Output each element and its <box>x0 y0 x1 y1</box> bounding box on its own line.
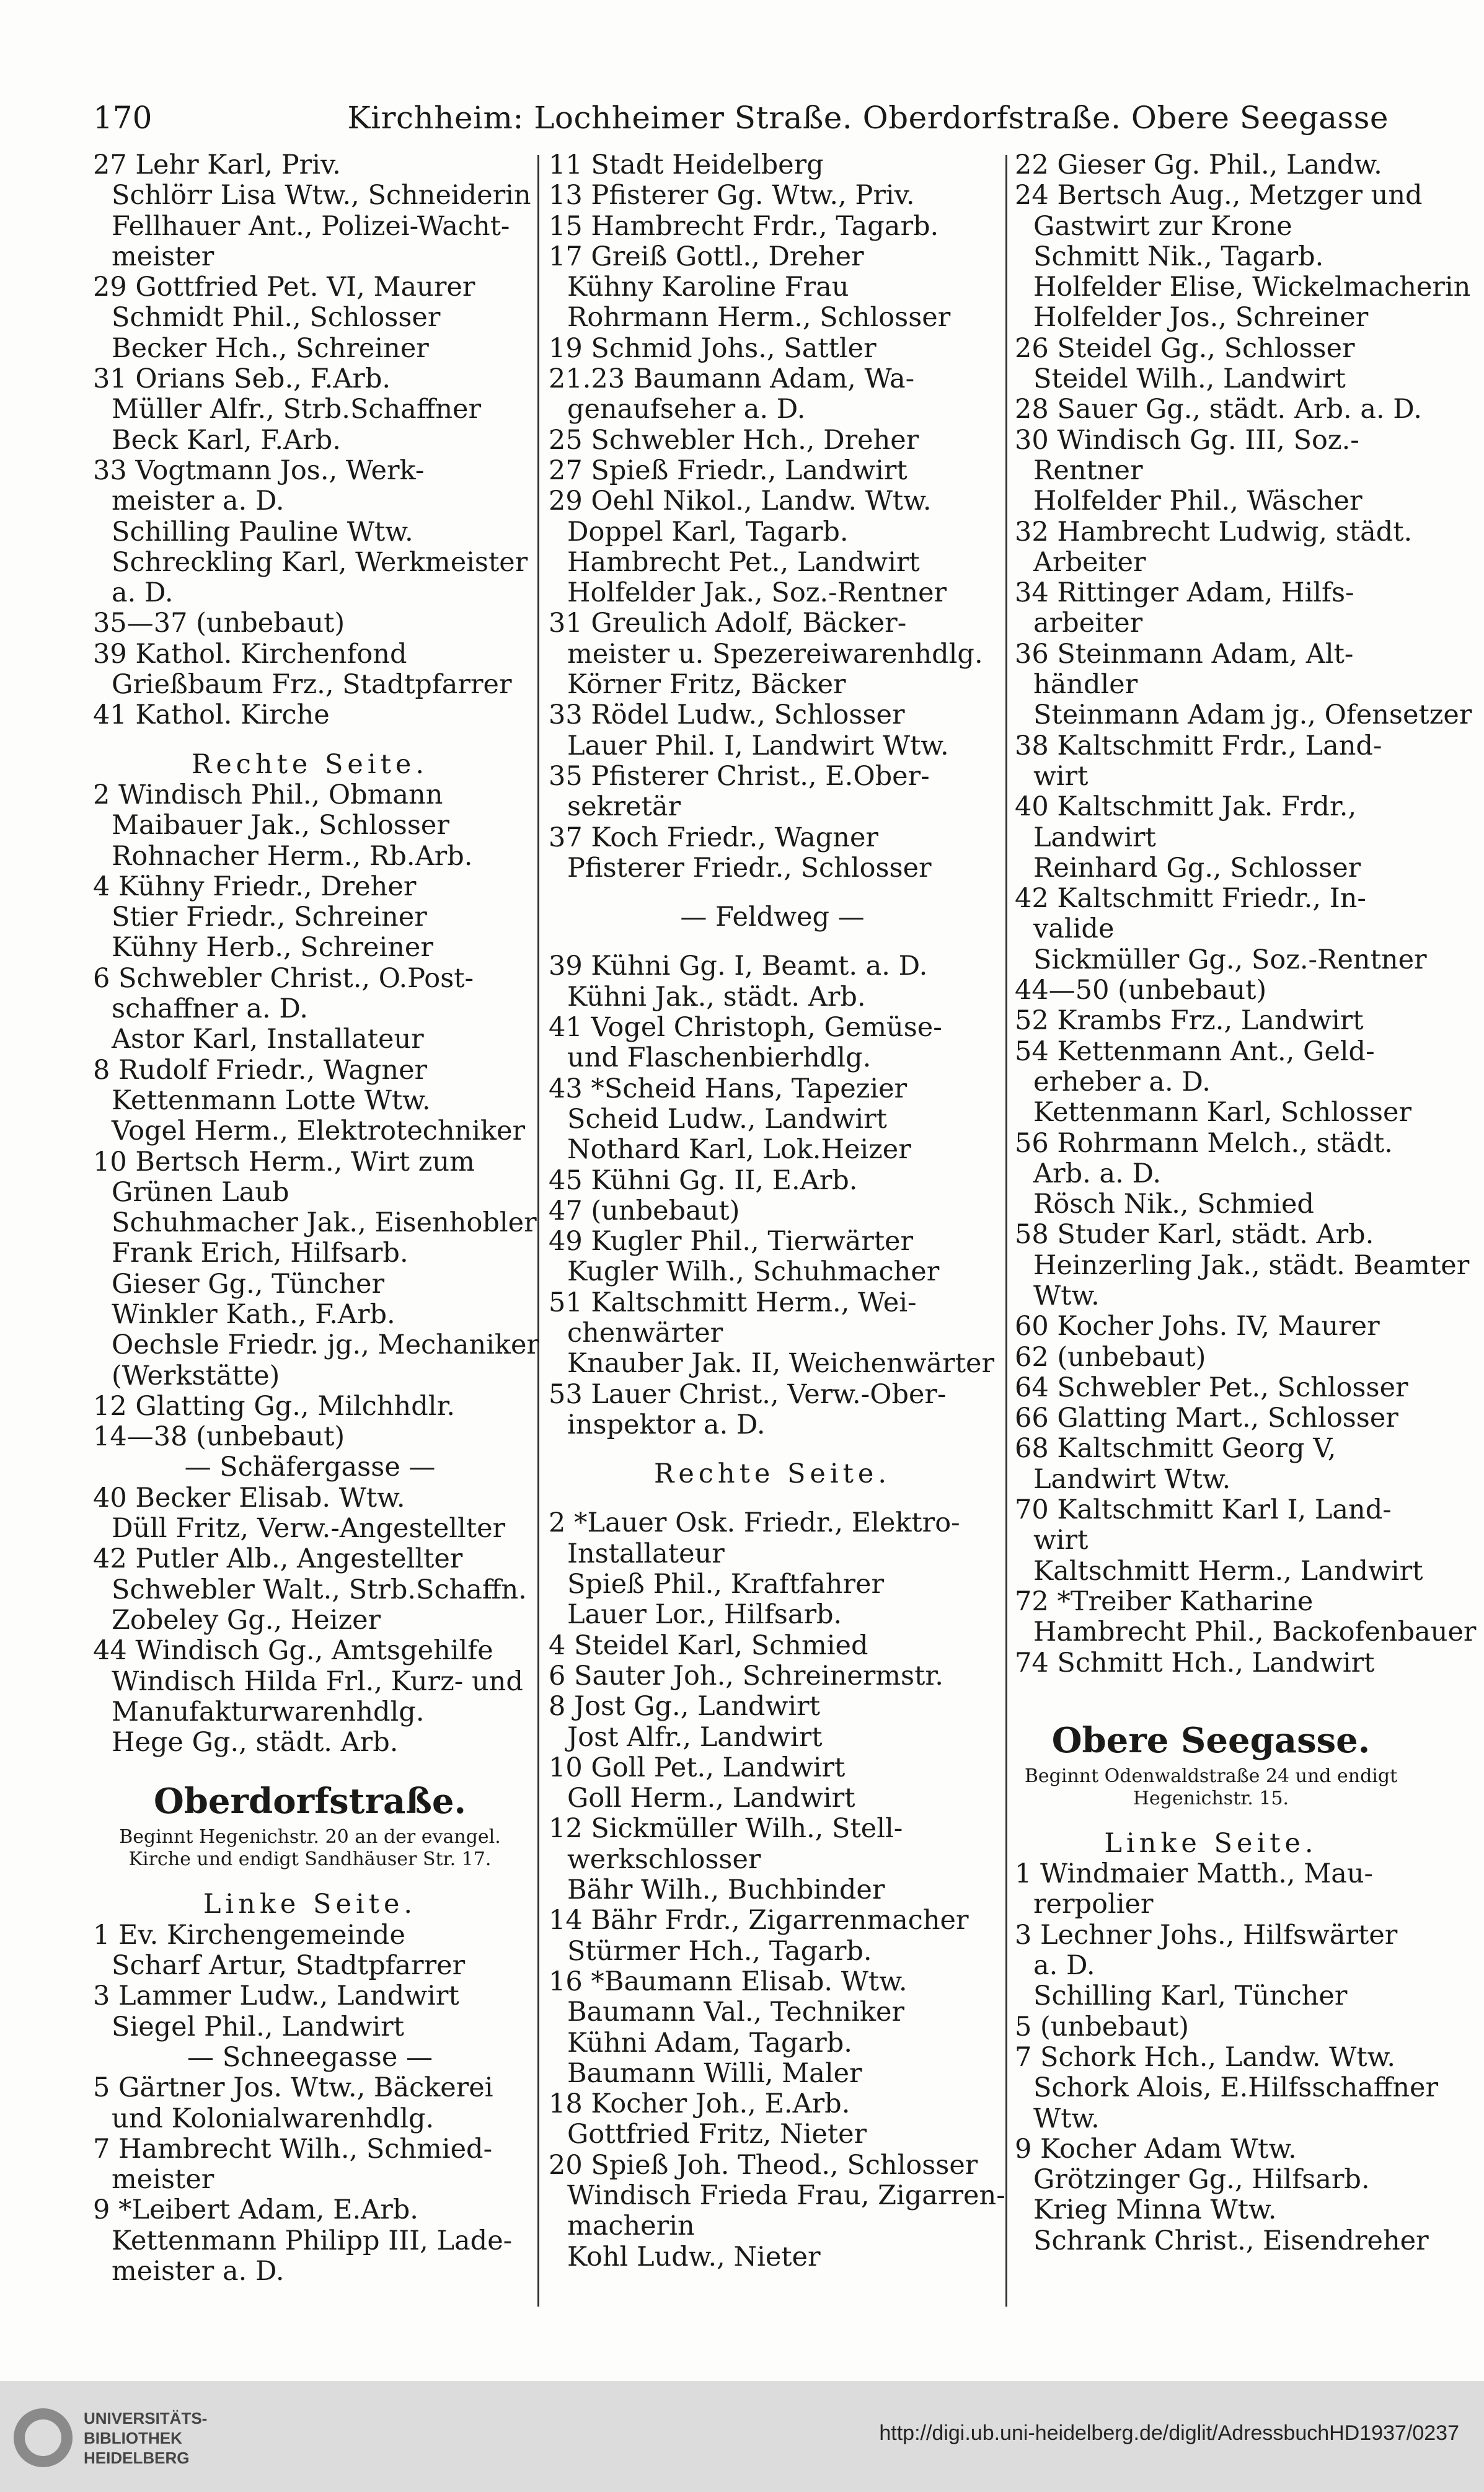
entry-line: Installateur <box>567 1538 725 1569</box>
entry-line: 51 Kaltschmitt Herm., Wei- <box>549 1287 917 1318</box>
entry-line: Frank Erich, Hilfsarb. <box>112 1238 409 1269</box>
entry-line: 4 Steidel Karl, Schmied <box>549 1630 868 1661</box>
entry-line: 36 Steinmann Adam, Alt- <box>1015 638 1354 670</box>
entry-line: 7 Hambrecht Wilh., Schmied- <box>93 2133 493 2165</box>
entry-line: Maibauer Jak., Schlosser <box>112 810 449 841</box>
spacer <box>549 1489 996 1508</box>
page-header <box>93 93 1389 143</box>
street-description: Beginnt Odenwaldstraße 24 und endigt <box>1024 1765 1398 1787</box>
entry-line: 5 (unbebaut) <box>1015 2011 1190 2042</box>
entry-line: meister a. D. <box>112 2256 285 2287</box>
entry-line: rerpolier <box>1033 1889 1154 1920</box>
entry-line: genaufseher a. D. <box>567 394 806 425</box>
entry-line: erheber a. D. <box>1033 1066 1211 1097</box>
entry-line: Düll Fritz, Verw.-Angestellter <box>112 1513 506 1545</box>
entry-line: 56 Rohrmann Melch., städt. <box>1015 1127 1393 1159</box>
spacer <box>93 731 527 750</box>
cross-street-marker: — Schneegasse — <box>187 2041 433 2073</box>
entry-line: 1 Ev. Kirchengemeinde <box>93 1919 405 1951</box>
entry-line: 19 Schmid Johs., Sattler <box>549 332 877 364</box>
spacer <box>549 1440 996 1459</box>
entry-line: und Flaschenbierhdlg. <box>567 1042 872 1074</box>
entry-line: Grießbaum Frz., Stadtpfarrer <box>112 669 512 701</box>
entry-line: meister <box>112 2164 214 2196</box>
entry-line: Astor Karl, Installateur <box>112 1024 424 1055</box>
entry-line: Siegel Phil., Landwirt <box>112 2011 404 2042</box>
entry-line: 53 Lauer Christ., Verw.-Ober- <box>549 1378 947 1410</box>
entry-line: Rentner <box>1033 455 1143 486</box>
entry-line: Hege Gg., städt. Arb. <box>112 1727 399 1758</box>
entry-line: Steinmann Adam jg., Ofensetzer <box>1033 699 1472 731</box>
side-heading: Linke Seite. <box>203 1889 417 1920</box>
entry-line: Manufakturwarenhdlg. <box>112 1696 425 1727</box>
entry-line: Reinhard Gg., Schlosser <box>1033 852 1361 884</box>
entry-line: Gieser Gg., Tüncher <box>112 1268 385 1300</box>
spacer <box>1015 1810 1407 1829</box>
entry-line: Wtw. <box>1033 1280 1100 1311</box>
entry-line: Wtw. <box>1033 2103 1100 2134</box>
entry-line: Kohl Ludw., Nieter <box>567 2241 821 2273</box>
entry-line: 2 *Lauer Osk. Friedr., Elektro- <box>549 1507 960 1539</box>
entry-line: Sickmüller Gg., Soz.-Rentner <box>1033 944 1427 975</box>
entry-line: 18 Kocher Joh., E.Arb. <box>549 2088 850 2120</box>
entry-line: Kettenmann Karl, Schlosser <box>1033 1097 1411 1128</box>
entry-line: Kühni Jak., städt. Arb. <box>567 981 866 1013</box>
entry-line: Kettenmann Lotte Wtw. <box>112 1084 431 1116</box>
street-description: Kirche und endigt Sandhäuser Str. 17. <box>128 1848 492 1871</box>
entry-line: Rohnacher Herm., Rb.Arb. <box>112 840 473 872</box>
entry-line: 34 Rittinger Adam, Hilfs- <box>1015 577 1354 609</box>
library-logo <box>84 2408 245 2468</box>
entry-line: meister a. D. <box>112 486 285 517</box>
street-heading: Obere Seegasse. <box>1051 1719 1371 1761</box>
entry-line: Kettenmann Philipp III, Lade- <box>112 2225 513 2256</box>
entry-line: Beck Karl, F.Arb. <box>112 424 341 456</box>
entry-line: 27 Lehr Karl, Priv. <box>93 149 341 180</box>
entry-line: 44—50 (unbebaut) <box>1015 975 1267 1006</box>
entry-line: chenwärter <box>567 1317 723 1349</box>
entry-line: 8 Rudolf Friedr., Wagner <box>93 1054 428 1086</box>
street-heading: Oberdorfstraße. <box>153 1781 467 1822</box>
entry-line: inspektor a. D. <box>567 1409 766 1440</box>
entry-line: 43 *Scheid Hans, Tapezier <box>549 1073 908 1104</box>
entry-line: Kugler Wilh., Schuhmacher <box>567 1256 940 1288</box>
entry-line: a. D. <box>112 577 174 609</box>
entry-line: Rösch Nik., Schmied <box>1033 1189 1314 1220</box>
entry-line: 32 Hambrecht Ludwig, städt. <box>1015 516 1413 548</box>
entry-line: Körner Fritz, Bäcker <box>567 669 846 701</box>
entry-line: 29 Oehl Nikol., Landw. Wtw. <box>549 486 932 517</box>
entry-line: 33 Vogtmann Jos., Werk- <box>93 455 425 486</box>
spacer <box>549 884 996 902</box>
entry-line: Kühni Adam, Tagarb. <box>567 2027 852 2059</box>
entry-line: 64 Schwebler Pet., Schlosser <box>1015 1372 1408 1403</box>
entry-line: 3 Lechner Johs., Hilfswärter <box>1015 1919 1398 1951</box>
entry-line: 41 Vogel Christoph, Gemüse- <box>549 1012 942 1044</box>
entry-line: Schlörr Lisa Wtw., Schneiderin <box>112 180 531 211</box>
spacer <box>93 1758 527 1776</box>
entry-line: 1 Windmaier Matth., Mau- <box>1015 1858 1374 1890</box>
entry-line: Hambrecht Phil., Backofenbauer <box>1033 1616 1477 1648</box>
entry-line: 40 Kaltschmitt Jak. Frdr., <box>1015 791 1357 823</box>
entry-line: 27 Spieß Friedr., Landwirt <box>549 455 908 486</box>
entry-line: Grünen Laub <box>112 1176 289 1208</box>
entry-line: Vogel Herm., Elektrotechniker <box>112 1115 526 1147</box>
entry-line: 22 Gieser Gg. Phil., Landw. <box>1015 149 1382 180</box>
entry-line: 54 Kettenmann Ant., Geld- <box>1015 1035 1375 1067</box>
entry-line: Pfisterer Friedr., Schlosser <box>567 852 932 884</box>
entry-line: 17 Greiß Gottl., Dreher <box>549 241 864 272</box>
entry-line: 28 Sauer Gg., städt. Arb. a. D. <box>1015 394 1422 425</box>
column-1 <box>93 149 539 2339</box>
entry-line: Krieg Minna Wtw. <box>1033 2194 1277 2226</box>
entry-line: 31 Greulich Adolf, Bäcker- <box>549 608 907 639</box>
entry-line: Zobeley Gg., Heizer <box>112 1604 381 1636</box>
entry-line: Baumann Willi, Maler <box>567 2057 862 2089</box>
entry-line: werkschlosser <box>567 1843 761 1875</box>
entry-line: 33 Rödel Ludw., Schlosser <box>549 699 905 731</box>
entry-line: 11 Stadt Heidelberg <box>549 149 824 180</box>
entry-line: macherin <box>567 2210 695 2242</box>
entry-line: Holfelder Phil., Wäscher <box>1033 486 1363 517</box>
entry-line: 35 Pfisterer Christ., E.Ober- <box>549 760 930 792</box>
entry-line: 68 Kaltschmitt Georg V, <box>1015 1433 1336 1465</box>
entry-line: Gottfried Fritz, Nieter <box>567 2119 867 2150</box>
entry-line: Schilling Pauline Wtw. <box>112 516 413 548</box>
spacer <box>1015 1697 1407 1716</box>
entry-line: Landwirt Wtw. <box>1033 1463 1231 1495</box>
entry-line: Spieß Phil., Kraftfahrer <box>567 1569 885 1600</box>
source-url-link[interactable]: http://digi.ub.uni-heidelberg.de/diglit/AdressbuchHD1937/0237 <box>879 2421 1459 2445</box>
side-heading: Linke Seite. <box>1104 1827 1318 1859</box>
entry-line: händler <box>1033 669 1138 701</box>
running-title: Kirchheim: Lochheimer Straße. Oberdorfstraße. Obere Seegasse <box>347 100 1389 136</box>
column-divider <box>1005 155 1007 2307</box>
entry-line: 10 Goll Pet., Landwirt <box>549 1752 846 1783</box>
entry-line: 13 Pfisterer Gg. Wtw., Priv. <box>549 180 915 211</box>
spacer <box>549 933 996 951</box>
entry-line: 31 Orians Seb., F.Arb. <box>93 363 391 395</box>
entry-line: sekretär <box>567 791 681 823</box>
entry-line: Kühny Herb., Schreiner <box>112 932 433 964</box>
entry-line: 16 *Baumann Elisab. Wtw. <box>549 1966 908 1997</box>
side-heading: Rechte Seite. <box>653 1458 891 1490</box>
entry-line: 39 Kühni Gg. I, Beamt. a. D. <box>549 951 928 982</box>
entry-line: Jost Alfr., Landwirt <box>567 1721 823 1753</box>
library-name-line: UNIVERSITÄTS- <box>84 2409 208 2428</box>
entry-line: Windisch Frieda Frau, Zigarren- <box>567 2180 1005 2211</box>
entry-line: Schwebler Walt., Strb.Schaffn. <box>112 1574 527 1605</box>
entry-line: Schrank Christ., Eisendreher <box>1033 2225 1429 2256</box>
entry-line: 47 (unbebaut) <box>549 1195 740 1226</box>
entry-line: Becker Hch., Schreiner <box>112 332 429 364</box>
page-number: 170 <box>93 100 152 136</box>
entry-line: Kühny Karoline Frau <box>567 272 849 303</box>
entry-line: 9 Kocher Adam Wtw. <box>1015 2133 1297 2165</box>
entry-line: 49 Kugler Phil., Tierwärter <box>549 1226 914 1257</box>
entry-line: Schuhmacher Jak., Eisenhobler <box>112 1207 537 1239</box>
cross-street-marker: — Schäfergasse — <box>184 1452 436 1483</box>
entry-line: wirt <box>1033 1525 1089 1556</box>
entry-line: 66 Glatting Mart., Schlosser <box>1015 1403 1398 1434</box>
entry-line: 3 Lammer Ludw., Landwirt <box>93 1980 459 2012</box>
entry-line: 42 Kaltschmitt Friedr., In- <box>1015 883 1366 915</box>
entry-line: Landwirt <box>1033 822 1156 853</box>
entry-line: 40 Becker Elisab. Wtw. <box>93 1482 405 1514</box>
entry-line: Windisch Hilda Frl., Kurz- und <box>112 1665 523 1697</box>
entry-line: Holfelder Jak., Soz.-Rentner <box>567 577 947 609</box>
entry-line: Schork Alois, E.Hilfsschaffner <box>1033 2072 1439 2104</box>
entry-line: a. D. <box>1033 1950 1095 1982</box>
entry-line: 15 Hambrecht Frdr., Tagarb. <box>549 210 939 242</box>
entry-line: Heinzerling Jak., städt. Beamter <box>1033 1249 1470 1281</box>
street-description: Hegenichstr. 15. <box>1133 1787 1289 1809</box>
entry-line: 5 Gärtner Jos. Wtw., Bäckerei <box>93 2072 493 2104</box>
entry-line: 74 Schmitt Hch., Landwirt <box>1015 1647 1375 1678</box>
entry-line: 7 Schork Hch., Landw. Wtw. <box>1015 2041 1396 2073</box>
entry-line: Goll Herm., Landwirt <box>567 1783 855 1814</box>
entry-line: Steidel Wilh., Landwirt <box>1033 363 1346 395</box>
entry-line: 41 Kathol. Kirche <box>93 699 330 731</box>
entry-line: Müller Alfr., Strb.Schaffner <box>112 394 482 425</box>
entry-line: 12 Sickmüller Wilh., Stell- <box>549 1813 903 1845</box>
entry-line: 42 Putler Alb., Angestellter <box>93 1543 463 1575</box>
street-description: Beginnt Hegenichstr. 20 an der evangel. <box>119 1826 501 1848</box>
entry-line: 37 Koch Friedr., Wagner <box>549 822 878 853</box>
entry-line: Holfelder Elise, Wickelmacherin <box>1033 272 1471 303</box>
entry-line: 52 Krambs Frz., Landwirt <box>1015 1005 1364 1037</box>
entry-line: Lauer Phil. I, Landwirt Wtw. <box>567 730 949 761</box>
entry-line: 4 Kühny Friedr., Dreher <box>93 871 417 902</box>
entry-line: Scharf Artur, Stadtpfarrer <box>112 1950 466 1982</box>
entry-line: 25 Schwebler Hch., Dreher <box>549 424 919 456</box>
entry-line: 62 (unbebaut) <box>1015 1341 1206 1373</box>
entry-line: 26 Steidel Gg., Schlosser <box>1015 332 1355 364</box>
library-name-line: BIBLIOTHEK <box>84 2429 182 2447</box>
entry-line: 2 Windisch Phil., Obmann <box>93 779 443 810</box>
entry-line: Rohrmann Herm., Schlosser <box>567 302 951 334</box>
entry-line: Doppel Karl, Tagarb. <box>567 516 849 548</box>
entry-line: arbeiter <box>1033 608 1143 639</box>
entry-line: Bähr Wilh., Buchbinder <box>567 1874 885 1906</box>
entry-line: 24 Bertsch Aug., Metzger und <box>1015 180 1423 211</box>
entry-line: Hambrecht Pet., Landwirt <box>567 546 920 578</box>
entry-line: Schreckling Karl, Werkmeister <box>112 546 528 578</box>
entry-line: Holfelder Jos., Schreiner <box>1033 302 1369 334</box>
entry-line: meister u. Spezereiwarenhdlg. <box>567 638 983 670</box>
entry-line: wirt <box>1033 760 1089 792</box>
entry-line: Kaltschmitt Herm., Landwirt <box>1033 1555 1423 1587</box>
entry-line: 60 Kocher Johs. IV, Maurer <box>1015 1311 1380 1342</box>
column-3 <box>1015 149 1477 2339</box>
entry-line: 9 *Leibert Adam, E.Arb. <box>93 2194 418 2226</box>
entry-line: 12 Glatting Gg., Milchhdlr. <box>93 1390 455 1422</box>
entry-line: 58 Studer Karl, städt. Arb. <box>1015 1219 1374 1251</box>
entry-line: Knauber Jak. II, Weichenwärter <box>567 1348 995 1380</box>
entry-line: 20 Spieß Joh. Theod., Schlosser <box>549 2149 978 2181</box>
entry-line: 8 Jost Gg., Landwirt <box>549 1691 820 1723</box>
entry-line: Stürmer Hch., Tagarb. <box>567 1935 872 1967</box>
column-2 <box>549 149 1005 2339</box>
entry-line: 30 Windisch Gg. III, Soz.- <box>1015 424 1359 456</box>
entry-line: 45 Kühni Gg. II, E.Arb. <box>549 1164 858 1196</box>
entry-line: 72 *Treiber Katharine <box>1015 1585 1314 1617</box>
footer-bar <box>0 2381 1484 2492</box>
entry-line: 21.23 Baumann Adam, Wa- <box>549 363 915 395</box>
entry-line: Arbeiter <box>1033 546 1146 578</box>
side-heading: Rechte Seite. <box>191 748 429 780</box>
entry-line: Fellhauer Ant., Polizei-Wacht- <box>112 210 510 242</box>
entry-line: 14 Bähr Frdr., Zigarrenmacher <box>549 1905 969 1936</box>
entry-line: Schmidt Phil., Schlosser <box>112 302 441 334</box>
entry-line: Schilling Karl, Tüncher <box>1033 1980 1348 2012</box>
entry-line: 10 Bertsch Herm., Wirt zum <box>93 1146 475 1177</box>
entry-line: Stier Friedr., Schreiner <box>112 902 427 933</box>
entry-line: 38 Kaltschmitt Frdr., Land- <box>1015 730 1382 761</box>
entry-line: schaffner a. D. <box>112 993 308 1025</box>
entry-line: 14—38 (unbebaut) <box>93 1421 345 1453</box>
entry-line: 6 Sauter Joh., Schreinermstr. <box>549 1660 943 1692</box>
entry-line: Grötzinger Gg., Hilfsarb. <box>1033 2164 1370 2196</box>
column-divider <box>537 155 539 2307</box>
entry-line: (Werkstätte) <box>112 1360 280 1391</box>
entry-line: Nothard Karl, Lok.Heizer <box>567 1134 911 1166</box>
entry-line: 39 Kathol. Kirchenfond <box>93 638 407 670</box>
spacer <box>1015 1678 1407 1697</box>
entry-line: 70 Kaltschmitt Karl I, Land- <box>1015 1494 1392 1526</box>
entry-line: Lauer Lor., Hilfsarb. <box>567 1599 842 1631</box>
entry-line: Baumann Val., Techniker <box>567 1997 904 2028</box>
spacer <box>93 1871 527 1889</box>
cross-street-marker: — Feldweg — <box>680 902 865 933</box>
entry-line: valide <box>1033 913 1115 945</box>
entry-line: Scheid Ludw., Landwirt <box>567 1103 887 1135</box>
entry-line: meister <box>112 241 214 272</box>
entry-line: Oechsle Friedr. jg., Mechaniker <box>112 1329 539 1361</box>
entry-line: Winkler Kath., F.Arb. <box>112 1298 395 1330</box>
entry-line: und Kolonialwarenhdlg. <box>112 2103 435 2134</box>
library-name-line: HEIDELBERG <box>84 2449 190 2467</box>
entry-line: 6 Schwebler Christ., O.Post- <box>93 962 474 994</box>
entry-line: Gastwirt zur Krone <box>1033 210 1292 242</box>
entry-line: Schmitt Nik., Tagarb. <box>1033 241 1324 272</box>
library-seal-icon <box>14 2408 73 2467</box>
entry-line: Arb. a. D. <box>1033 1158 1162 1189</box>
entry-line: 44 Windisch Gg., Amtsgehilfe <box>93 1635 493 1667</box>
entry-line: 29 Gottfried Pet. VI, Maurer <box>93 272 475 303</box>
entry-line: 35—37 (unbebaut) <box>93 608 345 639</box>
